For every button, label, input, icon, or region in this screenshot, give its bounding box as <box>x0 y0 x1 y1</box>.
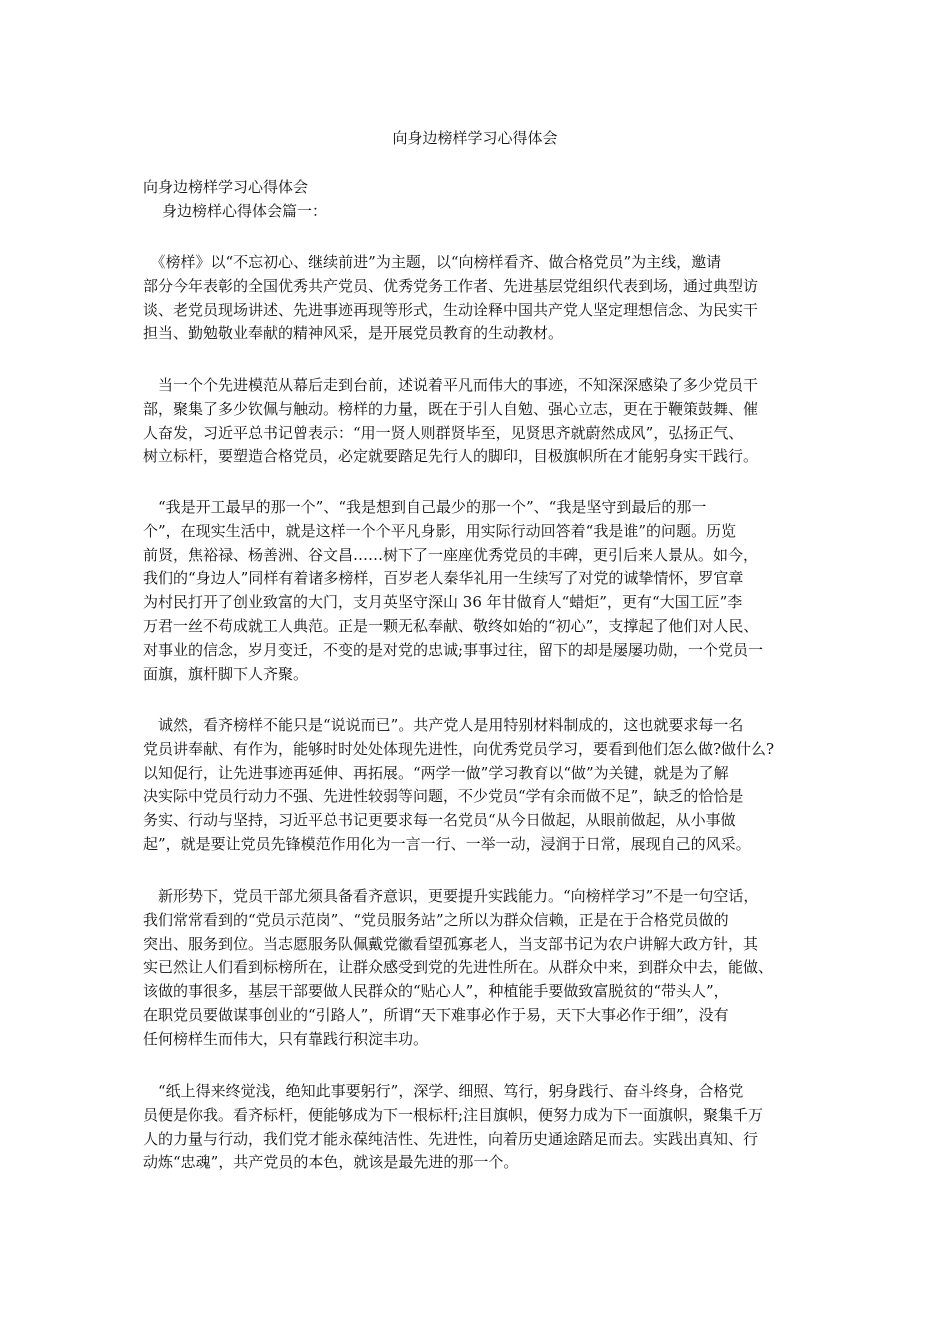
paragraph-6 <box>143 1080 815 1175</box>
document-subtitle: 向身边榜样学习心得体会 <box>143 178 309 196</box>
paragraph-line: 人奋发，习近平总书记曾表示：“用一贤人则群贤毕至，见贤思齐就蔚然成风”，弘扬正气、 <box>143 423 744 442</box>
paragraph-line: “我是开工最早的那一个”、“我是想到自己最少的那一个”、“我是坚守到最后的那一 <box>143 498 707 516</box>
paragraph-line: 以知促行，让先进事迹再延伸、再拓展。“两学一做”学习教育以“做”为关键，就是为了解 <box>143 763 729 782</box>
paragraph-line: 我们常常看到的“党员示范岗”、“党员服务站”之所以为群众信赖，正是在于合格党员做的 <box>143 910 729 929</box>
paragraph-line: 树立标杆，要塑造合格党员，必定就要踏足先行人的脚印，目极旗帜所在才能躬身实干践行。 <box>143 447 759 466</box>
paragraph-4 <box>143 714 815 857</box>
paragraph-line: 人的力量与行动，我们党才能永葆纯洁性、先进性，向着历史通途踏足而去。实践出真知、行 <box>143 1129 759 1148</box>
paragraph-line: 在职党员要做谋事创业的“引路人”，所谓“天下难事必作于易，天下大事必作于细”，没有 <box>143 1005 729 1024</box>
paragraph-line: 起”，就是要让党员先锋模范作用化为一言一行、一举一动，浸润于日常，展现自己的风采。 <box>143 834 751 853</box>
paragraph-line: 我们的“身边人”同样有着诸多榜样，百岁老人秦华礼用一生续写了对党的诚挚情怀，罗官章 <box>143 569 744 588</box>
paragraph-5 <box>143 885 815 1052</box>
paragraph-line: 担当、勤勉敬业奉献的精神风采，是开展党员教育的生动教材。 <box>143 324 564 343</box>
paragraph-2 <box>143 374 815 469</box>
paragraph-line: 部分今年表彰的全国优秀共产党员、优秀党务工作者、先进基层党组织代表到场，通过典型访 <box>143 276 759 295</box>
paragraph-line: 个”，在现实生活中，就是这样一个个平凡身影，用实际行动回答着“我是谁”的问题。历览 <box>143 521 737 540</box>
paragraph-line: 员便是你我。看齐标杆，便能够成为下一根标杆;注目旗帜，便努力成为下一面旗帜，聚集千万 <box>143 1105 764 1124</box>
paragraph-line: 部，聚集了多少钦佩与触动。榜样的力量，既在于引人自勉、强心立志，更在于鞭策鼓舞、催 <box>143 399 759 418</box>
paragraph-line: 决实际中党员行动力不强、先进性较弱等问题，不少党员“学有余而做不足”，缺乏的恰恰是 <box>143 787 744 806</box>
paragraph-line: 为村民打开了创业致富的大门，支月英坚守深山 36 年甘做育人“蜡炬”，更有“大国工匠”李 <box>143 593 743 612</box>
paragraph-line: 诚然，看齐榜样不能只是“说说而已”。共产党人是用特别材料制成的，这也就要求每一名 <box>143 716 744 734</box>
paragraph-3 <box>143 496 815 686</box>
paragraph-line: 实已然让人们看到标榜所在，让群众感受到党的先进性所在。从群众中来，到群众中去，能做、 <box>143 958 774 977</box>
paragraph-line: 万君一丝不苟成就工人典范。正是一颗无私奉献、敬终如始的“初心”，支撑起了他们对人民、 <box>143 616 759 635</box>
document-title: 向身边榜样学习心得体会 <box>392 129 558 147</box>
paragraph-line: 务实、行动与坚持，习近平总书记更要求每一名党员“从今日做起，从眼前做起，从小事做 <box>143 811 736 830</box>
paragraph-line: 任何榜样生而伟大，只有靠践行积淀丰功。 <box>143 1029 429 1048</box>
paragraph-line: 党员讲奉献、有作为，能够时时处处体现先进性，向优秀党员学习，要看到他们怎么做?做什么? <box>143 739 775 758</box>
paragraph-line: 谈、老党员现场讲述、先进事迹再现等形式，生动诠释中国共产党人坚定理想信念、为民实干 <box>143 300 759 319</box>
paragraph-line: 该做的事很多，基层干部要做人民群众的“贴心人”，种植能手要做致富脱贫的“带头人”， <box>143 982 729 1001</box>
paragraph-line: 动炼“忠魂”，共产党员的本色，就该是最先进的那一个。 <box>143 1153 519 1172</box>
paragraph-line: 前贤，焦裕禄、杨善洲、谷文昌……树下了一座座优秀党员的丰碑，更引后来人景从。如今， <box>143 545 759 564</box>
paragraph-line: 对事业的信念，岁月变迁，不变的是对党的忠诚;事事过往，留下的却是屡屡功勋，一个党员一 <box>143 640 764 659</box>
paragraph-1 <box>143 251 815 346</box>
paragraph-line: “纸上得来终觉浅，绝知此事要躬行”，深学、细照、笃行，躬身践行、奋斗终身，合格党 <box>143 1082 744 1100</box>
paragraph-line: 面旗，旗杆脚下人齐聚。 <box>143 664 309 683</box>
paragraph-line: 当一个个先进模范从幕后走到台前，述说着平凡而伟大的事迹，不知深深感染了多少党员干 <box>143 376 759 394</box>
paragraph-line: 新形势下，党员干部尤须具备看齐意识，更要提升实践能力。“向榜样学习”不是一句空话， <box>143 887 759 905</box>
section-heading: 身边榜样心得体会篇一： <box>162 202 328 220</box>
paragraph-line: 突出、服务到位。当志愿服务队佩戴党徽看望孤寡老人，当支部书记为农户讲解大政方针，其 <box>143 934 759 953</box>
paragraph-line: 《榜样》以“不忘初心、继续前进”为主题，以“向榜样看齐、做合格党员”为主线，邀请 <box>143 253 722 271</box>
